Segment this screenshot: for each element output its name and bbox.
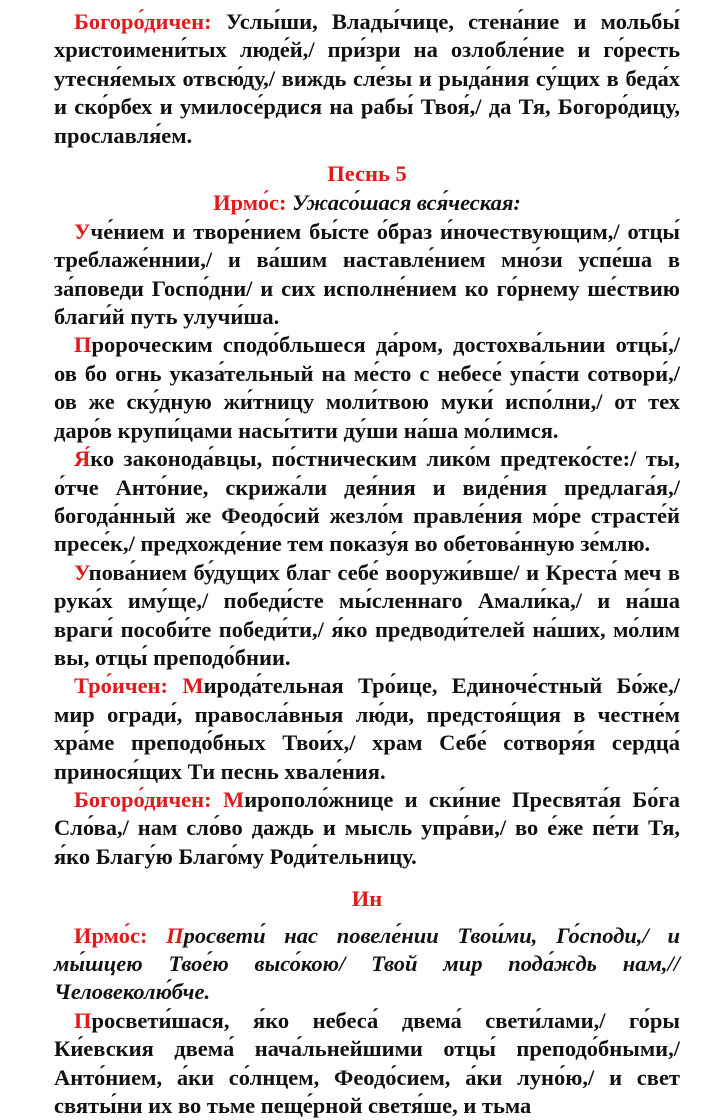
triadicon-label: Тро́ичен: — [74, 673, 183, 699]
paragraph-text: ко законода́вцы, по́стническим лико́м предтеко́сте:/ ты, о́тче Анто́ние, скрижа́ли дея́ния и виде́ния предлага́я,/ богода́нный же Феодо́сий жезло́м правле́ния мо́ре страсте́й пресе́к,/ предхожде́ние тем показу́я во обетова́нную зе́млю. — [54, 446, 680, 557]
paragraph-text: че́нием и творе́нием бы́сте о́браз и́ночествующим,/ отцы́ треблаже́ннии,/ и ва́шим наставле́нием мно́зи успе́ша в за́поведи Госпо́дни/ и сих исполне́нием ко го́рнему ше́ствию благи́й путь улучи́ша. — [54, 218, 680, 330]
paragraph-text: Услы́ши, Влады́чице, стена́ние и мольбы́ христоимени́тых люде́й,/ при́зри на озлобле́ние и го́ресть утесня́емых отвсю́ду,/ виждь сле́зы и рыда́ния су́щих в беда́х и ско́рбех и умилосе́рдися на рабы́ Твоя́,/ да Тя, Богоро́дицу, прославля́ем. — [54, 9, 680, 148]
theotokion-paragraph-2 — [54, 786, 680, 871]
paragraph-text: росвети́шася, я́ко небеса́ двема́ свети́лами,/ го́ры Ки́евския двема́ нача́льнейшими отцы́ преподо́бными,/ Анто́нием, а́ки со́лнцем, Феодо́сием, а́ки луно́ю,/ и свет святы́ни их во тьме пеще́рной светя́ше, и тьма — [54, 1007, 680, 1119]
irmos-label: Ирмо́с: — [74, 922, 167, 948]
theotokion-label: Богоро́дичен: — [74, 786, 223, 812]
theotokion-label: Богоро́дичен: — [74, 9, 212, 34]
irmos-text: росвети́ нас повеле́нии Твои́ми, Го́споди,/ и мы́шцею Твое́ю высо́кою/ Твой мир пода́ждь нам,// Человеколю́бче. — [54, 922, 680, 1005]
drop-initial: Я́ — [74, 446, 91, 472]
paragraph-text: пова́нием бу́дущих благ себе́ вооружи́вше/ и Креста́ меч в рука́х иму́ще,/ победи́сте мы́сленнаго Амали́ка,/ и на́ша враги́ пособи́те победи́ти,/ я́ко предводи́телей на́ших, мо́лим вы, отцы́ преподо́бнии. — [54, 559, 680, 670]
troparion-1 — [54, 218, 680, 332]
theotokion-paragraph — [54, 8, 680, 150]
troparion-2 — [54, 331, 680, 445]
drop-initial: М — [222, 786, 245, 812]
drop-initial: М — [182, 673, 204, 699]
alternate-canon-heading: Ин — [351, 886, 383, 912]
paragraph-text: ирода́тельная Тро́ице, Единоче́стный Бо́же,/ мир огради́, правосла́вныя лю́ди, предстоя́щия в честне́м хра́ме преподо́бных Твои́х,/ храм Себе́ сотворя́я сердца́ принося́щих Ти песнь хвале́ния. — [54, 673, 680, 784]
drop-initial: П — [166, 922, 184, 948]
irmos-paragraph — [54, 922, 680, 1007]
drop-initial: У — [74, 218, 91, 244]
drop-initial: П — [74, 332, 92, 358]
irmos-label: Ирмо́с: — [213, 190, 287, 216]
triadicon-paragraph — [54, 672, 680, 786]
paragraph-text: ирополо́жнице и ски́ние Пресвята́я Бо́га Сло́ва,/ нам сло́во даждь и мысль упра́ви,/ во е́же пе́ти Тя, я́ко Благу́ю Благо́му Роди́тельницу. — [54, 786, 680, 869]
ode-heading: Песнь 5 — [327, 161, 407, 187]
troparion-5 — [54, 1007, 680, 1120]
drop-initial: П — [74, 1007, 92, 1033]
drop-initial: У — [74, 559, 89, 585]
troparion-3 — [54, 445, 680, 559]
paragraph-text: ророческим сподо́бльшеся да́ром, достохва́льнии отцы́,/ ов бо огнь указа́тельный на ме́сто с небесе́ упа́сти сотвори́,/ ов же ску́дную жи́тницу моли́твою муки́ испо́лни,/ от тех даро́в крупи́цами насы́тити ду́ши на́ша мо́лимся. — [54, 332, 680, 443]
irmos-heading — [54, 189, 680, 217]
troparion-4 — [54, 559, 680, 673]
irmos-incipit: Ужасо́шася вся́ческая: — [292, 190, 521, 216]
